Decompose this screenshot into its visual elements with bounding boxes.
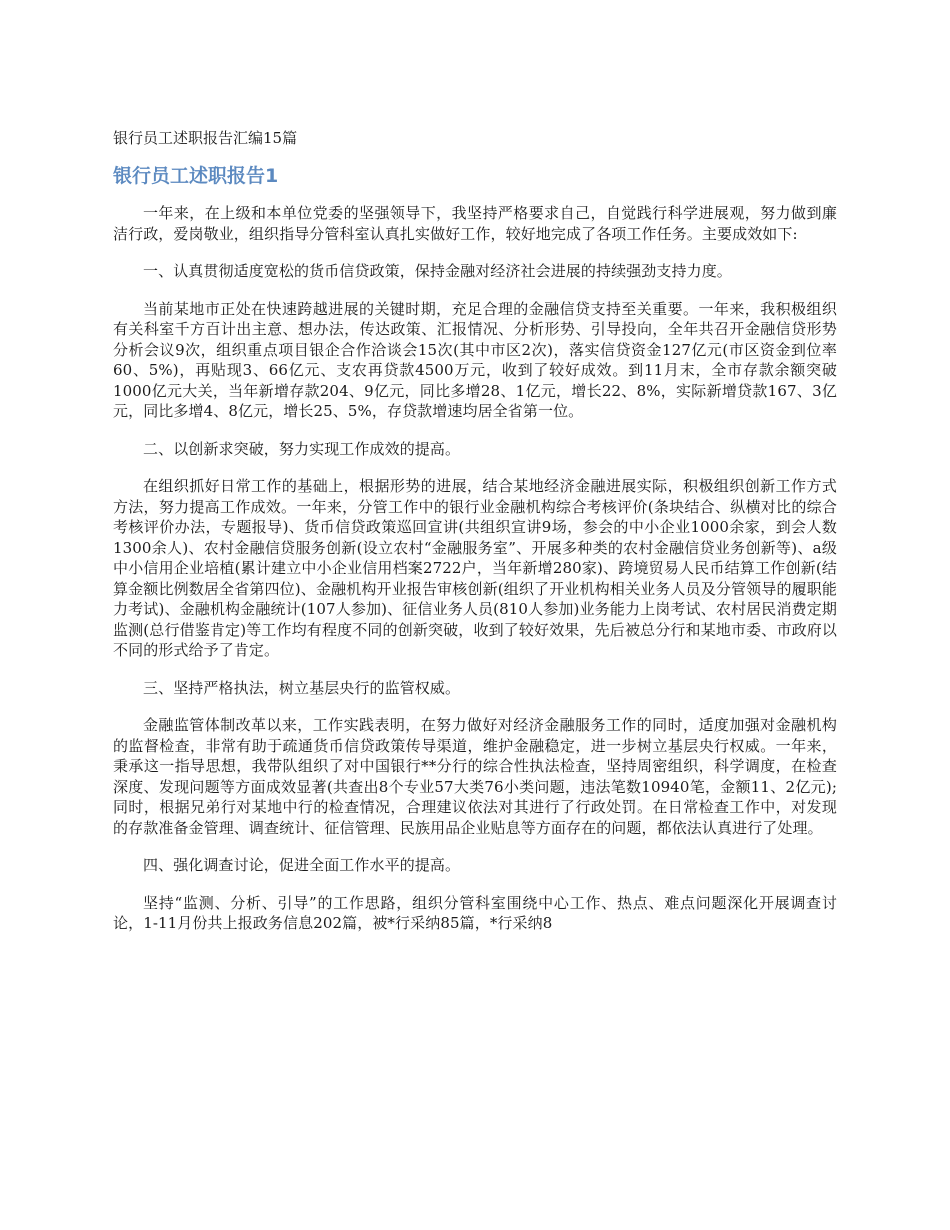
paragraph-point-2-body: 在组织抓好日常工作的基础上，根据形势的进展，结合某地经济金融进展实际，积极组织创新工作方式方法，努力提高工作成效。一年来，分管工作中的银行业金融机构综合考核评价(条块结合、纵横对比的综合考核评价办法，专题报导)、货币信贷政策巡回宣讲(共组织宣讲9场，参会的中小企业1000余家，到会人数1300余人)、农村金融信贷服务创新(设立农村“金融服务室”、开展多种类的农村金融信贷业务创新等)、a级中小信用企业培植(累计建立中小企业信用档案2722户，当年新增280家)、跨境贸易人民币结算工作创新(结算金额比例数居全省第四位)、金融机构开业报告审核创新(组织了开业机构相关业务人员及分管领导的履职能力考试)、金融机构金融统计(107人参加)、征信业务人员(810人参加)业务能力上岗考试、农村居民消费定期监测(总行借鉴肯定)等工作均有程度不同的创新突破，收到了较好效果，先后被总分行和某地市委、市政府以不同的形式给予了肯定。 [113,477,837,659]
paragraph-point-1-body: 当前某地市正处在快速跨越进展的关键时期，充足合理的金融信贷支持至关重要。一年来，我积极组织有关科室千方百计出主意、想办法，传达政策、汇报情况、分析形势、引导投向，全年共召开金融信贷形势分析会议9次，组织重点项目银企合作洽谈会15次(其中市区2次)，落实信贷资金127亿元(市区资金到位率60、5%)，再贴现3、66亿元、支农再贷款4500万元，收到了较好成效。到11月末，全市存款余额突破1000亿元大关，当年新增存款204、9亿元，同比多增28、1亿元，增长22、8%，实际新增贷款167、3亿元，同比多增4、8亿元，增长25、5%，存贷款增速均居全省第一位。 [113,299,837,420]
paragraph-point-1: 一、认真贯彻适度宽松的货币信贷政策，保持金融对经济社会进展的持续强劲支持力度。 [143,262,732,280]
document-page [113,127,837,951]
paragraph-point-2: 二、以创新求突破，努力实现工作成效的提高。 [143,439,461,458]
document-title: 银行员工述职报告汇编15篇 [113,129,298,147]
paragraph-point-3-body: 金融监管体制改革以来，工作实践表明，在努力做好对经济金融服务工作的同时，适度加强对金融机构的监督检查，非常有助于疏通货币信贷政策传导渠道，维护金融稳定，进一步树立基层央行权威。一年来，秉承这一指导思想，我带队组织了对中国银行**分行的综合性执法检查，坚持周密组织，科学调度，在检查深度、发现问题等方面成效显著(共查出8个专业57大类76小类问题，违法笔数10940笔，金额11、2亿元);同时，根据兄弟行对某地中行的检查情况，合理建议依法对其进行了行政处罚。在日常检查工作中，对发现的存款准备金管理、调查统计、征信管理、民族用品企业贴息等方面存在的问题，都依法认真进行了处理。 [113,716,837,837]
paragraph-point-4: 四、强化调查讨论，促进全面工作水平的提高。 [143,856,461,874]
paragraph-point-3: 三、坚持严格执法，树立基层央行的监管权威。 [143,678,461,697]
paragraph-point-4-body: 坚持“监测、分析、引导”的工作思路，组织分管科室围绕中心工作、热点、难点问题深化开展调查讨论，1-11月份共上报政务信息202篇，被*行采纳85篇，*行采纳8 [113,893,837,932]
paragraph-intro: 一年来，在上级和本单位党委的坚强领导下，我坚持严格要求自己，自觉践行科学进展观，努力做到廉洁行政，爱岗敬业，组织指导分管科室认真扎实做好工作，较好地完成了各项工作任务。主要成效如下: [113,204,837,243]
section-heading: 银行员工述职报告1 [113,165,279,187]
